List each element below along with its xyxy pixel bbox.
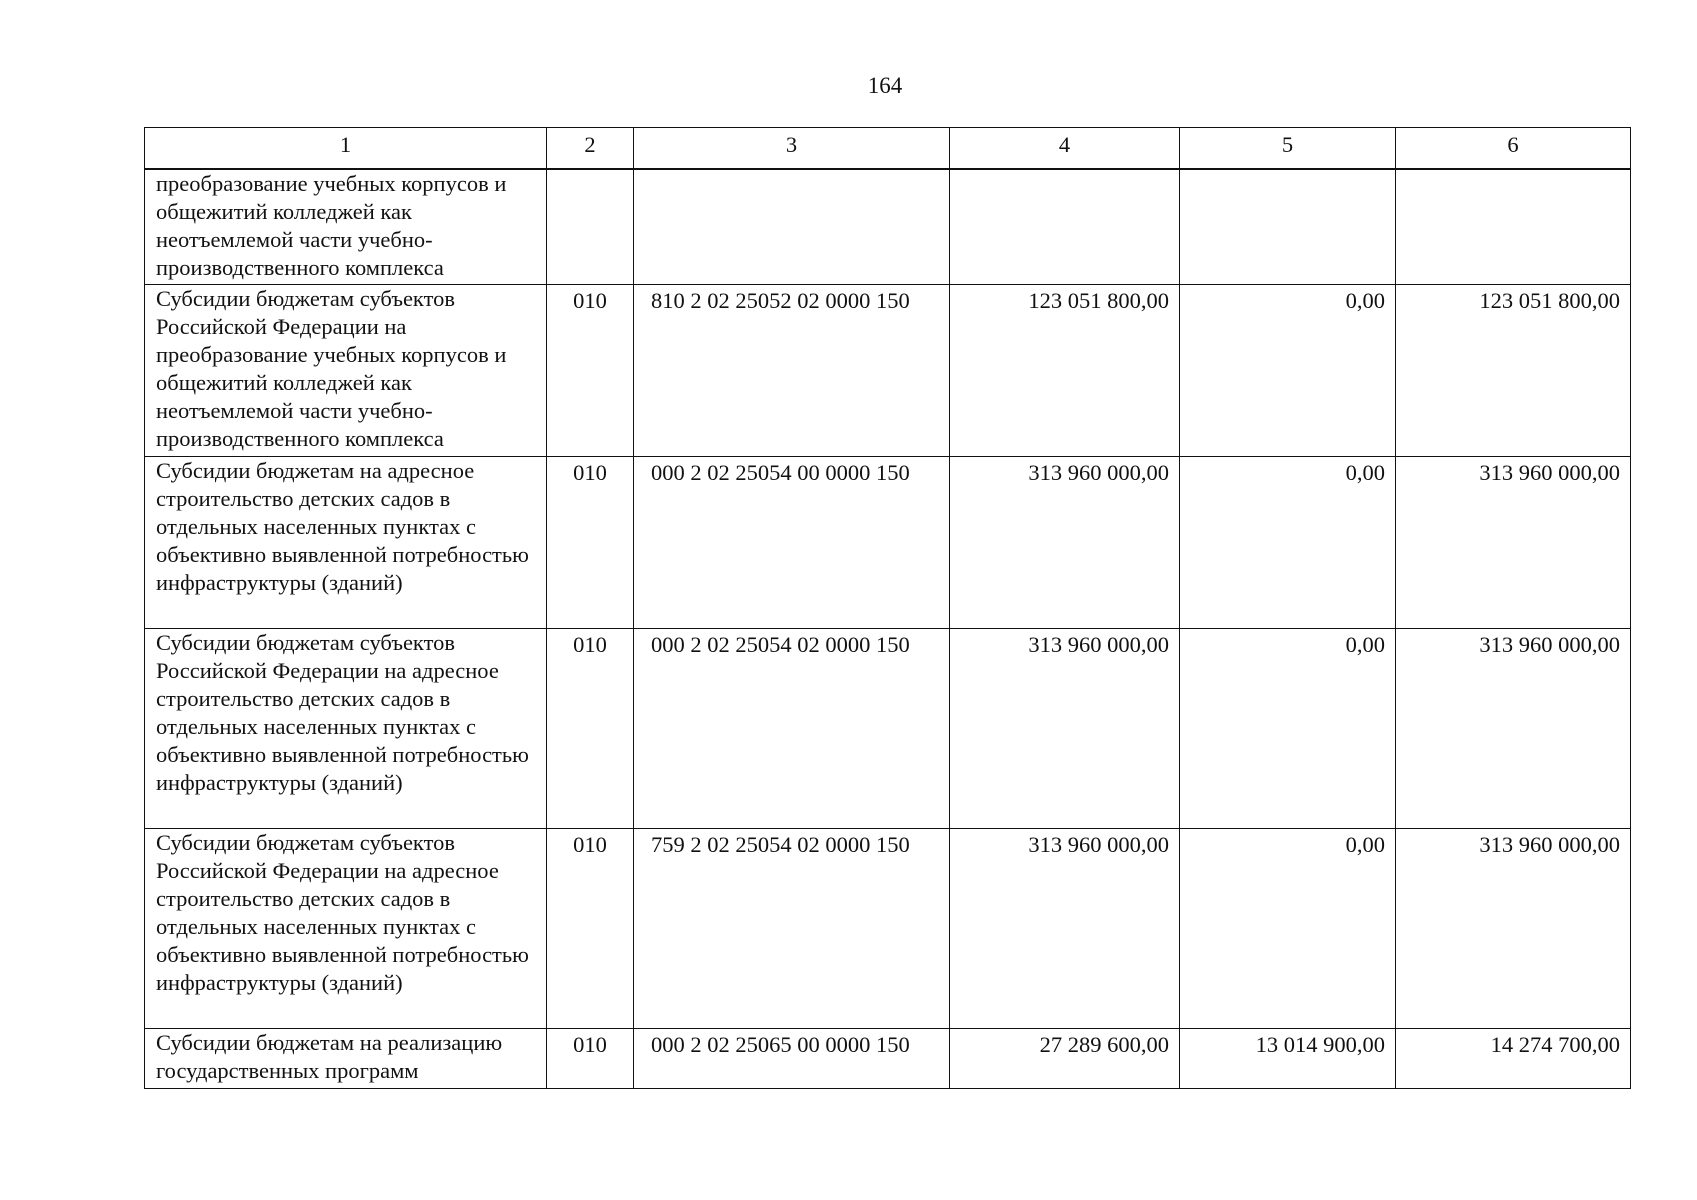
page-number: 164 <box>867 73 903 98</box>
row-value-col5-cell: 0,00 <box>1180 457 1396 629</box>
row-classification-code-cell <box>634 169 950 285</box>
table-row <box>145 457 1631 629</box>
row-classification-code-cell: 000 2 02 25054 00 0000 150 <box>634 457 950 629</box>
row-code-cell: 010 <box>547 629 634 829</box>
row-value-col4-cell: 313 960 000,00 <box>950 829 1180 1029</box>
header-cell-6: 6 <box>1396 128 1631 170</box>
row-name-cell: преобразование учебных корпусов и общежитий колледжей как неотъемлемой части учебно-производственного комплекса <box>145 169 547 285</box>
row-value-col5-cell: 0,00 <box>1180 829 1396 1029</box>
table-row <box>145 285 1631 457</box>
header-cell-4: 4 <box>950 128 1180 170</box>
header-cell-5: 5 <box>1180 128 1396 170</box>
row-value-col6-cell: 313 960 000,00 <box>1396 457 1631 629</box>
row-code-cell: 010 <box>547 457 634 629</box>
row-name-cell: Субсидии бюджетам субъектов Российской Федерации на преобразование учебных корпусов и общежитий колледжей как неотъемлемой части учебно-производственного комплекса <box>145 285 547 457</box>
row-name-cell: Субсидии бюджетам на адресное строительство детских садов в отдельных населенных пунктах с объективно выявленной потребностью инфраструктуры (зданий) <box>145 457 547 629</box>
row-value-col5-cell: 0,00 <box>1180 285 1396 457</box>
row-value-col4-cell: 27 289 600,00 <box>950 1029 1180 1089</box>
row-value-col4-cell: 313 960 000,00 <box>950 457 1180 629</box>
row-code-cell: 010 <box>547 829 634 1029</box>
row-name-cell: Субсидии бюджетам субъектов Российской Федерации на адресное строительство детских садов в отдельных населенных пунктах с объективно выявленной потребностью инфраструктуры (зданий) <box>145 629 547 829</box>
row-code-cell: 010 <box>547 1029 634 1089</box>
row-value-col6-cell: 14 274 700,00 <box>1396 1029 1631 1089</box>
row-value-col6-cell: 313 960 000,00 <box>1396 629 1631 829</box>
header-row <box>145 128 1631 170</box>
row-value-col4-cell <box>950 169 1180 285</box>
row-value-col6-cell <box>1396 169 1631 285</box>
row-value-col4-cell: 313 960 000,00 <box>950 629 1180 829</box>
table-header <box>145 128 1631 170</box>
row-name-cell: Субсидии бюджетам на реализацию государственных программ <box>145 1029 547 1089</box>
row-value-col6-cell: 123 051 800,00 <box>1396 285 1631 457</box>
header-cell-3: 3 <box>634 128 950 170</box>
table-row <box>145 169 1631 285</box>
row-classification-code-cell: 759 2 02 25054 02 0000 150 <box>634 829 950 1029</box>
table-body <box>145 169 1631 1089</box>
budget-table <box>144 127 1631 1089</box>
row-value-col4-cell: 123 051 800,00 <box>950 285 1180 457</box>
header-cell-1: 1 <box>145 128 547 170</box>
row-code-cell: 010 <box>547 285 634 457</box>
row-value-col5-cell: 13 014 900,00 <box>1180 1029 1396 1089</box>
table-row <box>145 629 1631 829</box>
table-row <box>145 829 1631 1029</box>
row-classification-code-cell: 810 2 02 25052 02 0000 150 <box>634 285 950 457</box>
row-classification-code-cell: 000 2 02 25065 00 0000 150 <box>634 1029 950 1089</box>
table-row <box>145 1029 1631 1089</box>
row-value-col5-cell: 0,00 <box>1180 629 1396 829</box>
row-value-col6-cell: 313 960 000,00 <box>1396 829 1631 1029</box>
row-value-col5-cell <box>1180 169 1396 285</box>
row-name-cell: Субсидии бюджетам субъектов Российской Федерации на адресное строительство детских садов в отдельных населенных пунктах с объективно выявленной потребностью инфраструктуры (зданий) <box>145 829 547 1029</box>
header-cell-2: 2 <box>547 128 634 170</box>
row-classification-code-cell: 000 2 02 25054 02 0000 150 <box>634 629 950 829</box>
row-code-cell <box>547 169 634 285</box>
